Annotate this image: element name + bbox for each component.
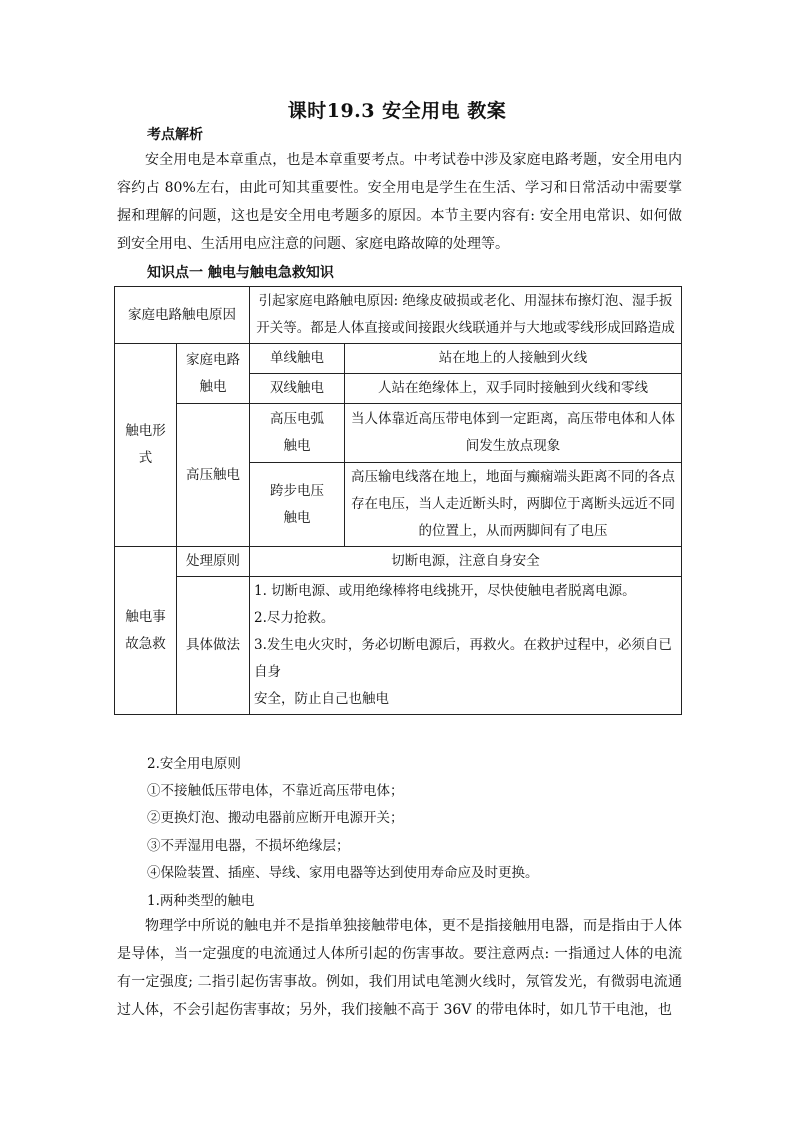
table-cell-text: 人站在绝缘体上，双手同时接触到火线和零线 bbox=[345, 374, 682, 404]
method-step-3: 3.发生电火灾时，务必切断电源后，再救火。在救护过程中，必须自已自身 bbox=[254, 637, 672, 680]
table-cell-text: 当人体靠近高压带电体到一定距离，高压带电体和人体间发生放点现象 bbox=[345, 404, 682, 463]
table-cell-label: 高压触电 bbox=[177, 404, 250, 547]
table-cell-label: 高压电弧触电 bbox=[250, 404, 345, 463]
table-row bbox=[115, 404, 682, 463]
table-cell-label: 单线触电 bbox=[250, 344, 345, 374]
table-cell-label: 家庭电路触电原因 bbox=[115, 287, 250, 344]
knowledge-table bbox=[114, 286, 682, 715]
table-cell-text: 站在地上的人接触到火线 bbox=[345, 344, 682, 374]
types-heading: 1.两种类型的触电 bbox=[147, 893, 255, 909]
table-cell-label: 家庭电路触电 bbox=[177, 344, 250, 404]
table-cell-text: 高压输电线落在地上，地面与癫痫端头距离不同的各点存在电压，当人走近断头时，两脚位于离断头远近不同的位置上，从而两脚间有了电压 bbox=[345, 463, 682, 547]
table-cell-label: 触电事故急救 bbox=[115, 547, 177, 715]
table-cell-label: 具体做法 bbox=[177, 577, 250, 715]
table-cell-label: 跨步电压触电 bbox=[250, 463, 345, 547]
table-cell-text: 引起家庭电路触电原因: 绝缘皮破损或老化、用湿抹布擦灯泡、湿手扳开关等。都是人体直接或间接跟火线联通并与大地或零线形成回路造成 bbox=[250, 287, 682, 344]
method-step-4: 安全，防止自己也触电 bbox=[254, 691, 389, 707]
table-cell-text bbox=[250, 577, 682, 715]
kaodian-paragraph: 安全用电是本章重点，也是本章重要考点。中考试卷中涉及家庭电路考题，安全用电内容约占 80%左右，由此可知其重要性。安全用电是学生在生活、学习和日常活动中需要掌握和理解的问题，这也是安全用电考题多的原因。本节主要内容有: 安全用电常识、如何做到安全用电、生活用电应注意的问题、家庭电路故障的处理等。 bbox=[117, 152, 682, 252]
page-title: 课时19.3 安全用电 教案 bbox=[287, 100, 507, 122]
table-cell-label: 触电形式 bbox=[115, 344, 177, 547]
table-row bbox=[115, 344, 682, 374]
method-step-2: 2.尽力抢救。 bbox=[254, 610, 335, 626]
principle-item: ③不弄湿用电器，不损坏绝缘层； bbox=[147, 838, 350, 854]
table-row bbox=[115, 287, 682, 344]
principle-item: ②更换灯泡、搬动电器前应断开电源开关； bbox=[147, 810, 404, 826]
principles-heading: 2.安全用电原则 bbox=[147, 756, 241, 772]
table-cell-label: 双线触电 bbox=[250, 374, 345, 404]
zhishidian-heading: 知识点一 触电与触电急救知识 bbox=[147, 265, 334, 281]
table-row bbox=[115, 547, 682, 577]
method-step-1: 1. 切断电源、或用绝缘棒将电线挑开，尽快使触电者脱离电源。 bbox=[254, 583, 636, 599]
table-row bbox=[115, 577, 682, 715]
principle-item: ①不接触低压带电体，不靠近高压带电体； bbox=[147, 783, 404, 799]
kaodian-heading: 考点解析 bbox=[147, 127, 203, 143]
principle-item: ④保险装置、插座、导线、家用电器等达到使用寿命应及时更换。 bbox=[147, 865, 539, 881]
types-paragraph: 物理学中所说的触电并不是指单独接触带电体，更不是指接触用电器，而是指由于人体是导体，当一定强度的电流通过人体所引起的伤害事故。要注意两点: 一指通过人体的电流有一定强度; 二指引起伤害事故。例如，我们用试电笔测火线时，氖管发光，有微弱电流通过人体，不会引起伤害事故；另外，我们接触不高于 36V 的带电体时，如几节干电池，也 bbox=[117, 918, 682, 1018]
table-cell-text: 切断电源，注意自身安全 bbox=[250, 547, 682, 577]
table-cell-label: 处理原则 bbox=[177, 547, 250, 577]
